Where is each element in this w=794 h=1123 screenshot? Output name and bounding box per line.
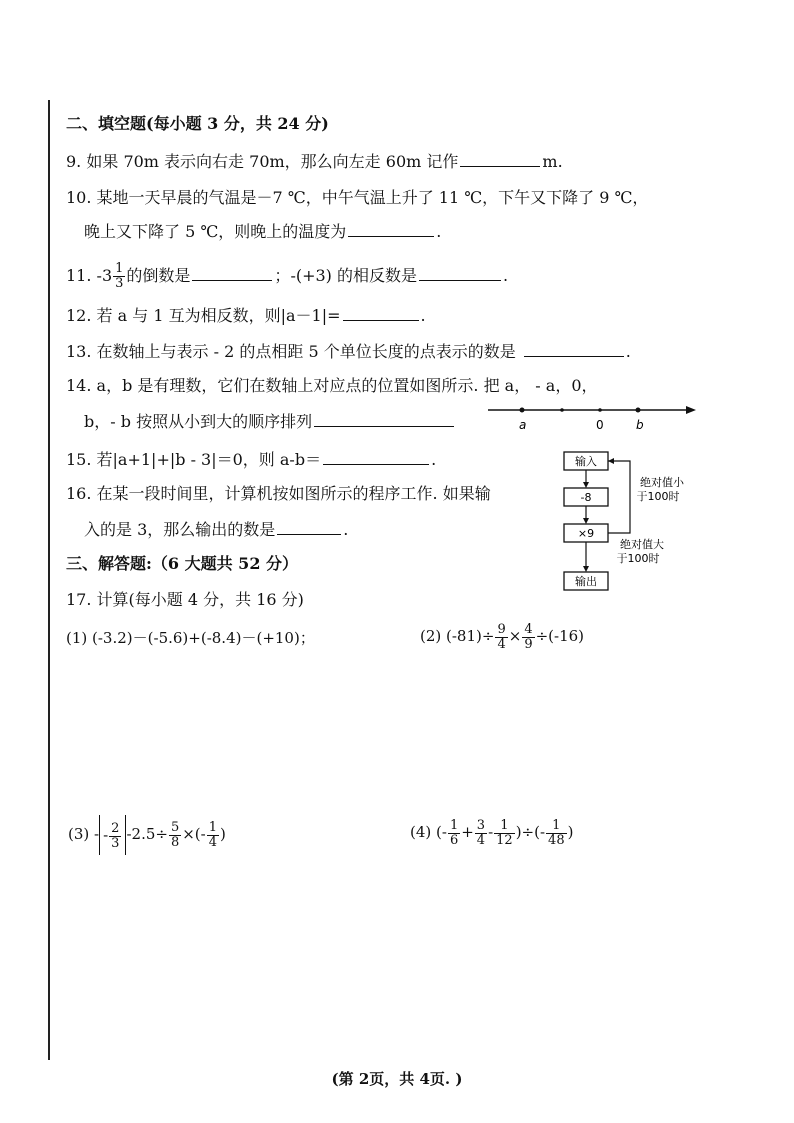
question-13-suffix: . xyxy=(625,342,631,361)
problem-1: (1) (-3.2)－(-5.6)+(-8.4)－(+10)； xyxy=(66,629,315,647)
absolute-value-sign: - xyxy=(103,826,109,844)
fraction-4-9 xyxy=(522,623,534,652)
question-11-separator: ； xyxy=(274,266,291,285)
binding-margin-line xyxy=(48,100,50,1060)
answer-blank-10[interactable] xyxy=(348,222,434,237)
fraction-numerator: 3 xyxy=(476,817,486,833)
fraction-denominator: 3 xyxy=(111,835,120,851)
point-b xyxy=(636,408,641,413)
answer-blank-11b[interactable] xyxy=(419,266,501,281)
problem-4-part-d: )÷(- xyxy=(515,823,546,841)
flowchart-output-label: 输出 xyxy=(575,575,597,588)
question-11-middle: 的倒数是 xyxy=(126,266,191,285)
label-a: a xyxy=(519,418,527,432)
question-9-suffix: m. xyxy=(542,152,563,171)
fraction-5-8 xyxy=(169,821,181,850)
loop-condition-line-2: 于100时 xyxy=(636,490,680,503)
fraction-numerator: 1 xyxy=(494,819,515,834)
flow-arrowhead-3 xyxy=(583,566,589,572)
answer-blank-14[interactable] xyxy=(314,412,454,427)
problem-3-part-b: -2.5÷ xyxy=(126,825,168,843)
program-flowchart xyxy=(556,448,706,596)
fraction-numerator: 1 xyxy=(115,261,124,276)
problem-4-part-c: - xyxy=(488,823,494,841)
question-9 xyxy=(66,152,563,172)
question-16-text: 入的是 3，那么输出的数是 xyxy=(84,520,276,539)
problem-3-part-d: ) xyxy=(220,825,226,843)
question-11-part-2: -(+3) 的相反数是 xyxy=(290,266,418,285)
problem-4-part-a: (4) (- xyxy=(410,823,447,841)
flowchart-input-label: 输入 xyxy=(575,455,597,468)
point-a xyxy=(520,408,525,413)
answer-blank-16[interactable] xyxy=(277,520,341,535)
fraction-1-6 xyxy=(448,819,460,848)
answer-blank-15[interactable] xyxy=(323,450,429,465)
label-b: b xyxy=(636,418,644,432)
problem-2-part-b: × xyxy=(508,627,522,645)
fraction-numerator: 9 xyxy=(497,621,506,637)
question-15-text: 15. 若|a+1|+|b - 3|＝0，则 a-b＝ xyxy=(66,450,322,469)
question-12-text: 12. 若 a 与 1 互为相反数，则|a－1|= xyxy=(66,306,341,325)
fraction-numerator: 1 xyxy=(546,819,567,834)
fraction-denominator: 48 xyxy=(548,832,565,848)
flowchart-minus-8-label: -8 xyxy=(580,491,592,504)
absolute-value xyxy=(99,815,126,855)
question-15 xyxy=(66,450,436,470)
fraction-numerator: 4 xyxy=(524,621,533,637)
answer-blank-9[interactable] xyxy=(460,152,540,167)
fraction-numerator: 5 xyxy=(170,819,180,835)
label-zero: 0 xyxy=(596,418,604,432)
fraction-9-4 xyxy=(495,623,507,652)
fraction-one-third xyxy=(113,262,125,291)
problem-4-part-b: + xyxy=(461,823,474,841)
question-15-suffix: . xyxy=(431,450,437,469)
problem-2-part-c: ÷(-16) xyxy=(535,627,585,645)
fraction-numerator: 1 xyxy=(449,817,459,833)
flow-arrowhead-2 xyxy=(583,518,589,524)
fraction-denominator: 6 xyxy=(449,832,459,848)
section-2-heading: 二、填空题(每小题 3 分，共 24 分) xyxy=(66,114,329,133)
exit-condition-line-1: 绝对值大 xyxy=(620,538,664,551)
question-16-line-1: 16. 在某一段时间里，计算机按如图所示的程序工作. 如果输 xyxy=(66,484,491,503)
problem-3 xyxy=(68,814,226,855)
fraction-1-12 xyxy=(494,819,515,848)
question-12-suffix: . xyxy=(420,306,426,325)
question-13 xyxy=(66,342,631,362)
problem-4 xyxy=(410,812,573,852)
question-17-title: 17. 计算(每小题 4 分，共 16 分) xyxy=(66,590,304,609)
question-12 xyxy=(66,306,426,326)
fraction-denominator: 9 xyxy=(524,636,533,652)
question-14-text: b，- b 按照从小到大的顺序排列 xyxy=(84,412,313,431)
problem-4-part-e: ) xyxy=(567,823,574,841)
question-14-line-1: 14. a，b 是有理数，它们在数轴上对应点的位置如图所示. 把 a， - a，0， xyxy=(66,376,598,395)
problem-2-part-a: (2) (-81)÷ xyxy=(420,627,495,645)
number-line-arrow xyxy=(686,406,696,414)
answer-blank-12[interactable] xyxy=(343,306,419,321)
fraction-denominator: 8 xyxy=(170,834,180,850)
question-13-text: 13. 在数轴上与表示 - 2 的点相距 5 个单位长度的点表示的数是 xyxy=(66,342,516,361)
question-11-prefix: 11. -3 xyxy=(66,266,113,285)
question-10-line-1: 10. 某地一天早晨的气温是－7 ℃，中午气温上升了 11 ℃，下午又下降了 9 ℃， xyxy=(66,188,649,207)
problem-3-part-a: (3) - xyxy=(68,825,100,843)
fraction-denominator: 4 xyxy=(208,834,218,850)
fraction-1-48 xyxy=(546,819,567,848)
question-10-suffix: . xyxy=(436,222,442,241)
tick-mark xyxy=(560,408,564,412)
fraction-denominator: 3 xyxy=(115,276,124,291)
fraction-numerator: 2 xyxy=(111,820,120,836)
fraction-1-4 xyxy=(207,821,219,850)
answer-blank-13[interactable] xyxy=(524,342,624,357)
question-11-suffix: . xyxy=(503,266,509,285)
question-10-line-2 xyxy=(84,222,441,242)
section-3-heading: 三、解答题:（6 大题共 52 分） xyxy=(66,554,299,573)
flow-loop-arrowhead xyxy=(608,458,614,464)
fraction-2-3 xyxy=(109,822,121,851)
question-9-text: 9. 如果 70m 表示向右走 70m，那么向左走 60m 记作 xyxy=(66,152,459,171)
fraction-3-4 xyxy=(475,819,487,848)
flow-loop-line xyxy=(608,461,630,533)
question-16-line-2 xyxy=(84,520,348,540)
fraction-denominator: 4 xyxy=(497,636,506,652)
point-zero xyxy=(598,408,602,412)
problem-3-part-c: ×(- xyxy=(182,825,206,843)
question-11 xyxy=(66,262,508,291)
question-10-text: 晚上又下降了 5 ℃，则晚上的温度为 xyxy=(84,222,347,241)
flow-arrowhead-1 xyxy=(583,482,589,488)
problem-2 xyxy=(420,618,584,654)
loop-condition-line-1: 绝对值小 xyxy=(640,476,684,489)
page-footer: (第 2页，共 4页. ) xyxy=(331,1070,463,1088)
fraction-denominator: 12 xyxy=(496,832,513,848)
fraction-numerator: 1 xyxy=(208,819,218,835)
flowchart-times-9-label: ×9 xyxy=(577,527,595,540)
number-line-figure xyxy=(486,396,698,436)
fraction-denominator: 4 xyxy=(476,832,486,848)
question-14-line-2 xyxy=(84,412,456,432)
exit-condition-line-2: 于100时 xyxy=(616,552,660,565)
question-16-suffix: . xyxy=(343,520,349,539)
answer-blank-11a[interactable] xyxy=(192,266,272,281)
